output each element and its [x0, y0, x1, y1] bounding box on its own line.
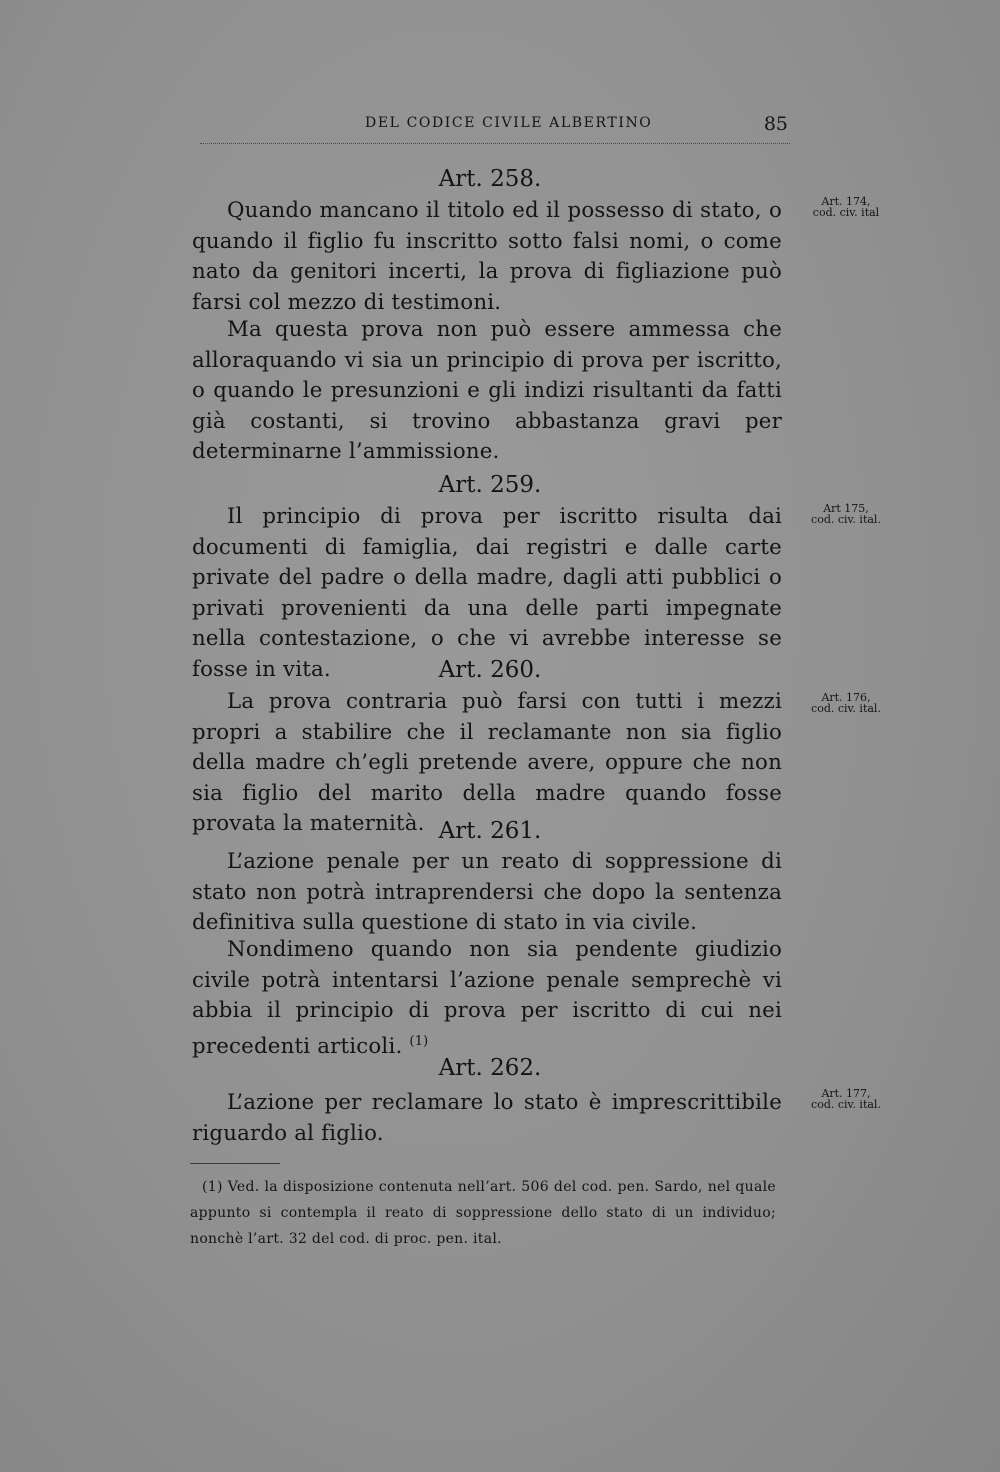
article-heading: Art. 260. — [438, 657, 542, 683]
margin-note — [796, 503, 896, 525]
margin-note — [796, 196, 896, 218]
article-heading: Art. 259. — [438, 472, 542, 498]
paragraph — [192, 935, 782, 1062]
margin-note-line: Art. 177, — [821, 1087, 871, 1100]
margin-note-line: Art. 176, — [821, 691, 871, 704]
article-heading: Art. 261. — [438, 818, 542, 844]
margin-note-line: cod. civ. ital. — [811, 702, 881, 715]
footnote-divider — [190, 1163, 280, 1164]
margin-note-line: cod. civ. ital. — [811, 1098, 881, 1111]
margin-note-line: Art 175, — [823, 502, 869, 515]
paragraph: Ma questa prova non può essere ammessa che alloraquando vi sia un principio di prova per iscritto, o quando le presunzioni e gli indizi risultanti da fatti già costanti, si trovino abbastanza gravi per determinarne l’ammissione. — [192, 317, 782, 464]
margin-note-line: Art. 174, — [821, 195, 871, 208]
paragraph: L’azione per reclamare lo stato è imprescrittibile riguardo al figlio. — [192, 1090, 782, 1146]
paragraph-text: Nondimeno quando non sia pendente giudizio civile potrà intentarsi l’azione penale semprechè vi abbia il principio di prova per iscritto di cui nei precedenti articoli. — [192, 937, 782, 1059]
paragraph: Quando mancano il titolo ed il possesso di stato, o quando il figlio fu inscritto sotto falsi nomi, o come nato da genitori incerti, la prova di figliazione può farsi col mezzo di testimoni. — [192, 198, 782, 315]
paragraph: La prova contraria può farsi con tutti i mezzi propri a stabilire che il reclamante non sia figlio della madre ch’egli pretende avere, oppure che non sia figlio del marito della madre quando fosse provata la maternità. — [192, 689, 782, 836]
footnote: (1) Ved. la disposizione contenuta nell’art. 506 del cod. pen. Sardo, nel quale appunto si contempla il reato di soppressione dello stato di un individuo; nonchè l’art. 32 del cod. di proc. pen. ital. — [190, 1179, 776, 1247]
paragraph: L’azione penale per un reato di soppressione di stato non potrà intraprendersi che dopo la sentenza definitiva sulla questione di stato in via civile. — [192, 849, 782, 935]
margin-note-line: cod. civ. ital — [812, 206, 880, 219]
footnote-reference: (1) — [409, 1033, 429, 1049]
page-number: 85 — [763, 113, 788, 135]
running-title: DEL CODICE CIVILE ALBERTINO — [365, 115, 653, 131]
margin-note — [796, 692, 896, 714]
margin-note — [796, 1088, 896, 1110]
margin-note-line: cod. civ. ital. — [811, 513, 881, 526]
paragraph: Il principio di prova per iscritto risulta dai documenti di famiglia, dai registri e dalle carte private del padre o della madre, dagli atti pubblici o privati provenienti da una delle parti impegnate nella contestazione, o che vi avrebbe interesse se fosse in vita. — [192, 504, 782, 682]
article-heading: Art. 258. — [438, 166, 542, 192]
running-header — [200, 113, 790, 144]
article-heading: Art. 262. — [438, 1055, 542, 1081]
